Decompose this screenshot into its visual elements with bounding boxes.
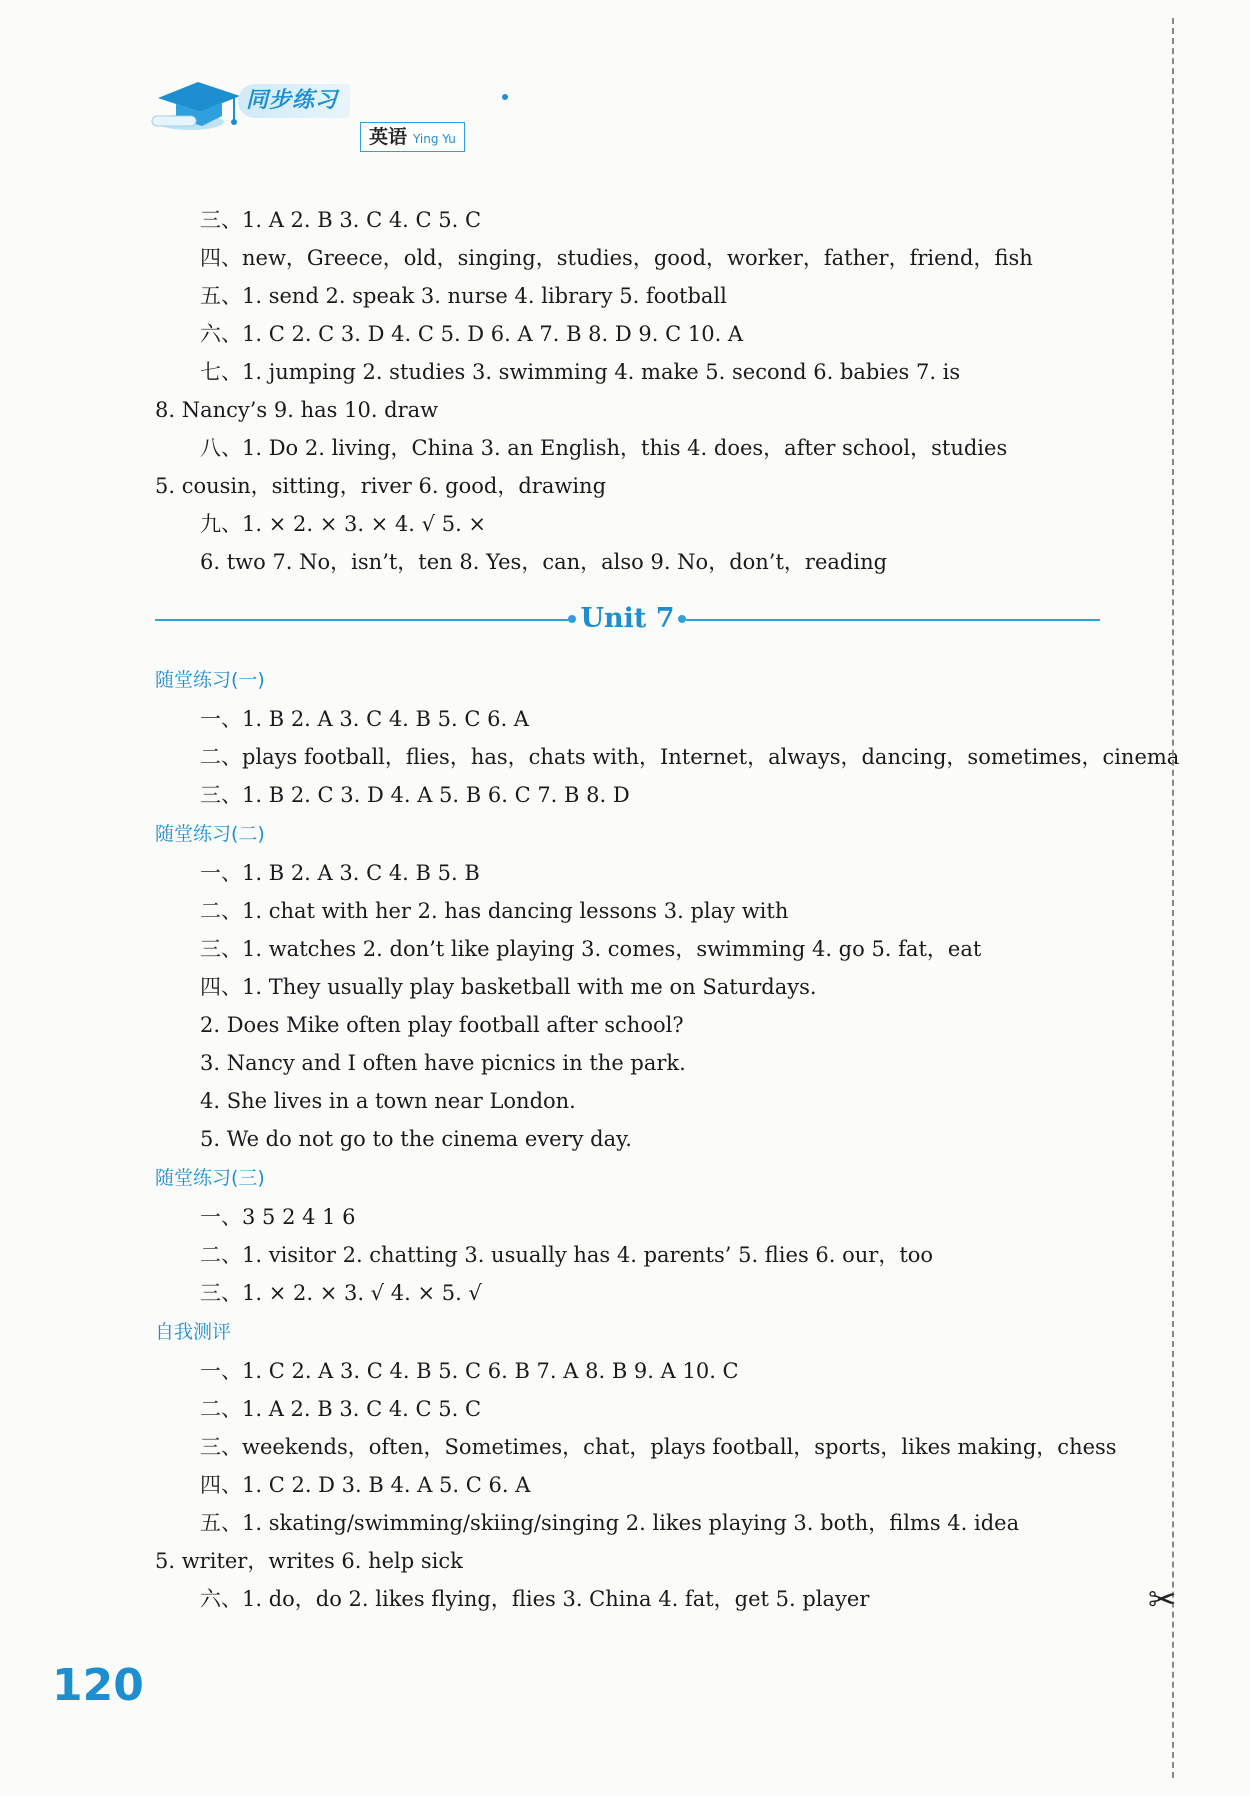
subject-pinyin: Ying Yu xyxy=(413,132,456,146)
answer-line: 一、3 5 2 4 1 6 xyxy=(200,1205,356,1229)
answer-line: 九、1. × 2. × 3. × 4. √ 5. × xyxy=(200,512,487,536)
series-header xyxy=(150,70,490,148)
answer-line: 三、1. B 2. C 3. D 4. A 5. B 6. C 7. B 8. D xyxy=(200,783,630,807)
answer-line: 二、plays football，flies，has，chats with，Internet，always，dancing，sometimes，cinema xyxy=(200,745,1180,769)
answer-line: 四、1. They usually play basketball with me on Saturdays. xyxy=(200,975,817,999)
section-heading: 随堂练习(一) xyxy=(155,669,265,691)
unit-rule-left xyxy=(155,619,570,621)
answer-line: 5. We do not go to the cinema every day. xyxy=(200,1127,632,1151)
answer-line: 六、1. do，do 2. likes flying，flies 3. China 4. fat，get 5. player xyxy=(200,1587,870,1611)
answer-line: 四、1. C 2. D 3. B 4. A 5. C 6. A xyxy=(200,1473,531,1497)
answer-line: 三、1. × 2. × 3. √ 4. × 5. √ xyxy=(200,1281,482,1305)
answer-line: 4. She lives in a town near London. xyxy=(200,1089,576,1113)
unit-rule-right xyxy=(686,619,1100,621)
answer-line: 三、weekends，often，Sometimes，chat，plays football，sports，likes making，chess xyxy=(200,1435,1117,1459)
subject-label xyxy=(360,122,465,152)
answer-line: 二、1. chat with her 2. has dancing lessons 3. play with xyxy=(200,899,789,923)
answer-line: 8. Nancy’s 9. has 10. draw xyxy=(155,398,439,422)
section-heading: 随堂练习(二) xyxy=(155,823,265,845)
scissors-icon: ✂ xyxy=(1148,1580,1177,1620)
section-heading: 随堂练习(三) xyxy=(155,1167,265,1189)
unit-dot-right xyxy=(678,615,686,623)
answer-line: 二、1. A 2. B 3. C 4. C 5. C xyxy=(200,1397,482,1421)
answer-line: 5. writer，writes 6. help sick xyxy=(155,1549,463,1573)
series-title: 同步练习 xyxy=(238,84,350,118)
answer-line: 一、1. B 2. A 3. C 4. B 5. B xyxy=(200,861,480,885)
answer-line: 三、1. watches 2. don’t like playing 3. comes，swimming 4. go 5. fat，eat xyxy=(200,937,982,961)
section-heading: 自我测评 xyxy=(155,1321,232,1343)
answer-line: 四、new，Greece，old，singing，studies，good，worker，father，friend，fish xyxy=(200,246,1033,270)
subject-name: 英语 xyxy=(369,126,408,148)
answer-line: 3. Nancy and I often have picnics in the park. xyxy=(200,1051,686,1075)
answer-line: 三、1. A 2. B 3. C 4. C 5. C xyxy=(200,208,482,232)
answer-line: 一、1. B 2. A 3. C 4. B 5. C 6. A xyxy=(200,707,529,731)
answer-line: 五、1. skating/swimming/skiing/singing 2. likes playing 3. both，films 4. idea xyxy=(200,1511,1020,1535)
answer-line: 6. two 7. No，isn’t，ten 8. Yes，can，also 9. No，don’t，reading xyxy=(200,550,888,574)
answer-line: 2. Does Mike often play football after school? xyxy=(200,1013,684,1037)
answer-line: 五、1. send 2. speak 3. nurse 4. library 5. football xyxy=(200,284,727,308)
graduation-cap-icon xyxy=(150,70,245,140)
unit-title: Unit 7 xyxy=(580,603,675,634)
title-dot xyxy=(502,94,508,100)
answer-line: 一、1. C 2. A 3. C 4. B 5. C 6. B 7. A 8. B 9. A 10. C xyxy=(200,1359,739,1383)
page-number: 120 xyxy=(52,1660,144,1711)
answer-line: 二、1. visitor 2. chatting 3. usually has 4. parents’ 5. flies 6. our，too xyxy=(200,1243,934,1267)
cut-line xyxy=(1172,18,1174,1778)
answer-line: 5. cousin，sitting，river 6. good，drawing xyxy=(155,474,607,498)
answer-line: 七、1. jumping 2. studies 3. swimming 4. make 5. second 6. babies 7. is xyxy=(200,360,961,384)
answer-line: 六、1. C 2. C 3. D 4. C 5. D 6. A 7. B 8. D 9. C 10. A xyxy=(200,322,744,346)
answer-line: 八、1. Do 2. living，China 3. an English，this 4. does，after school，studies xyxy=(200,436,1008,460)
